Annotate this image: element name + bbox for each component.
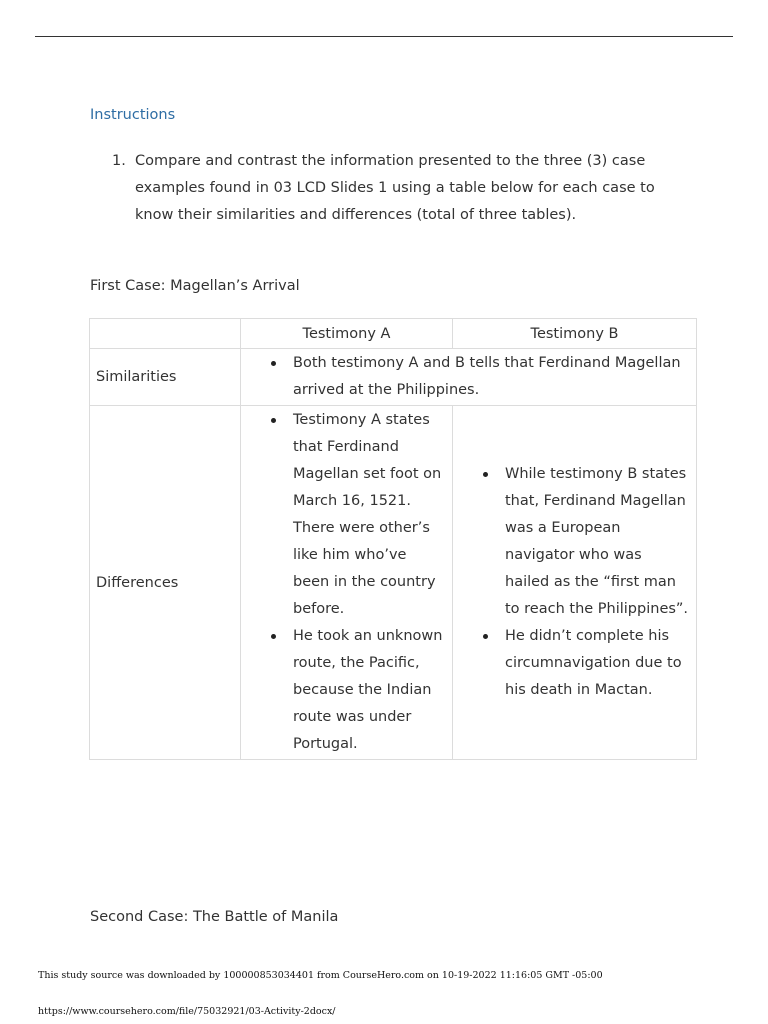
header-testimony-b: Testimony B <box>453 319 697 349</box>
instructions-list <box>110 148 690 229</box>
top-divider <box>35 36 733 37</box>
similarity-bullet: Both testimony A and B tells that Ferdinand Magellan arrived at the Philippines. <box>247 350 690 404</box>
case1-comparison-table <box>89 318 697 760</box>
header-empty-cell <box>90 319 241 349</box>
testimony-b-bullet: While testimony B states that, Ferdinand Magellan was a European navigator who was hailed as the “first man to reach the Philippines”. <box>459 461 690 623</box>
differences-label: Differences <box>90 406 241 760</box>
table-header-row <box>90 319 697 349</box>
similarities-cell <box>241 349 697 406</box>
instruction-item <box>110 148 690 229</box>
similarities-label: Similarities <box>90 349 241 406</box>
testimony-b-differences-cell <box>453 406 697 760</box>
testimony-b-bullet: He didn’t complete his circumnavigation due to his death in Mactan. <box>459 623 690 704</box>
differences-row <box>90 406 697 760</box>
header-testimony-a: Testimony A <box>241 319 453 349</box>
testimony-a-differences-cell <box>241 406 453 760</box>
case1-title: First Case: Magellan’s Arrival <box>90 278 300 294</box>
instructions-heading: Instructions <box>90 107 176 123</box>
instruction-text: Compare and contrast the information presented to the three (3) case examples found in 03 LCD Slides 1 using a table below for each case to know their similarities and differences (total of three tables). <box>135 153 655 223</box>
similarities-row <box>90 349 697 406</box>
testimony-a-bullet: Testimony A states that Ferdinand Magellan set foot on March 16, 1521. There were other’s like him who’ve been in the country before. <box>247 407 446 623</box>
testimony-a-bullet: He took an unknown route, the Pacific, because the Indian route was under Portugal. <box>247 623 446 758</box>
download-source-note: This study source was downloaded by 100000853034401 from CourseHero.com on 10-19-2022 11:16:05 GMT -05:00 <box>38 970 603 981</box>
source-url[interactable]: https://www.coursehero.com/file/75032921/03-Activity-2docx/ <box>38 1006 336 1017</box>
case2-title: Second Case: The Battle of Manila <box>90 909 339 925</box>
instruction-number: 1. <box>112 153 126 169</box>
